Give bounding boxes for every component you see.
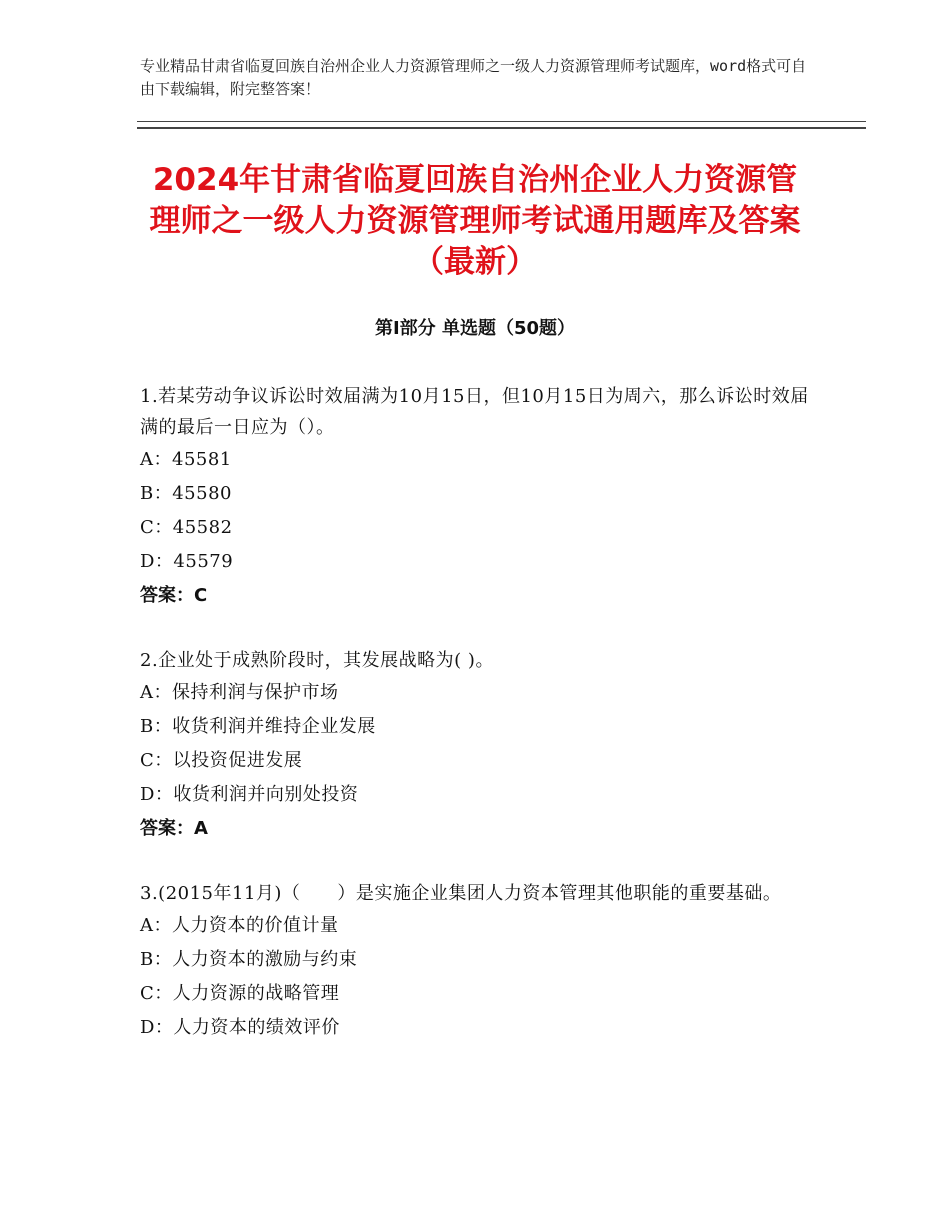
option-a: A：人力资本的价值计量 <box>140 915 339 936</box>
question-3 <box>140 878 810 1045</box>
question-list <box>140 381 810 1077</box>
question-text: 1.若某劳动争议诉讼时效届满为10月15日，但10月15日为周六，那么诉讼时效届满的最后一日应为（）。 <box>140 386 809 438</box>
option-d: D：45579 <box>140 551 234 572</box>
question-1 <box>140 381 810 613</box>
document-title: 2024年甘肃省临夏回族自治州企业人力资源管理师之一级人力资源管理师考试通用题库及答案（最新） <box>149 162 801 280</box>
question-text: 3.(2015年11月)（ ）是实施企业集团人力资本管理其他职能的重要基础。 <box>140 883 782 904</box>
option-b: B：45580 <box>140 483 232 504</box>
option-c: C：人力资源的战略管理 <box>140 983 340 1004</box>
option-a: A：45581 <box>140 449 232 470</box>
option-d: D：人力资本的绩效评价 <box>140 1017 340 1038</box>
option-c: C：以投资促进发展 <box>140 750 303 771</box>
question-2 <box>140 645 810 846</box>
option-c: C：45582 <box>140 517 233 538</box>
option-d: D：收货利润并向别处投资 <box>140 784 359 805</box>
answer: 答案：A <box>140 818 208 839</box>
answer: 答案：C <box>140 585 208 606</box>
question-text: 2.企业处于成熟阶段时，其发展战略为( )。 <box>140 650 494 671</box>
header-divider <box>137 121 866 129</box>
header-note: 专业精品甘肃省临夏回族自治州企业人力资源管理师之一级人力资源管理师考试题库，word格式可自由下载编辑，附完整答案！ <box>140 57 807 98</box>
option-a: A：保持利润与保护市场 <box>140 682 339 703</box>
option-b: B：收货利润并维持企业发展 <box>140 716 376 737</box>
section-title: 第Ⅰ部分 单选题（50题） <box>374 318 575 339</box>
option-b: B：人力资本的激励与约束 <box>140 949 358 970</box>
